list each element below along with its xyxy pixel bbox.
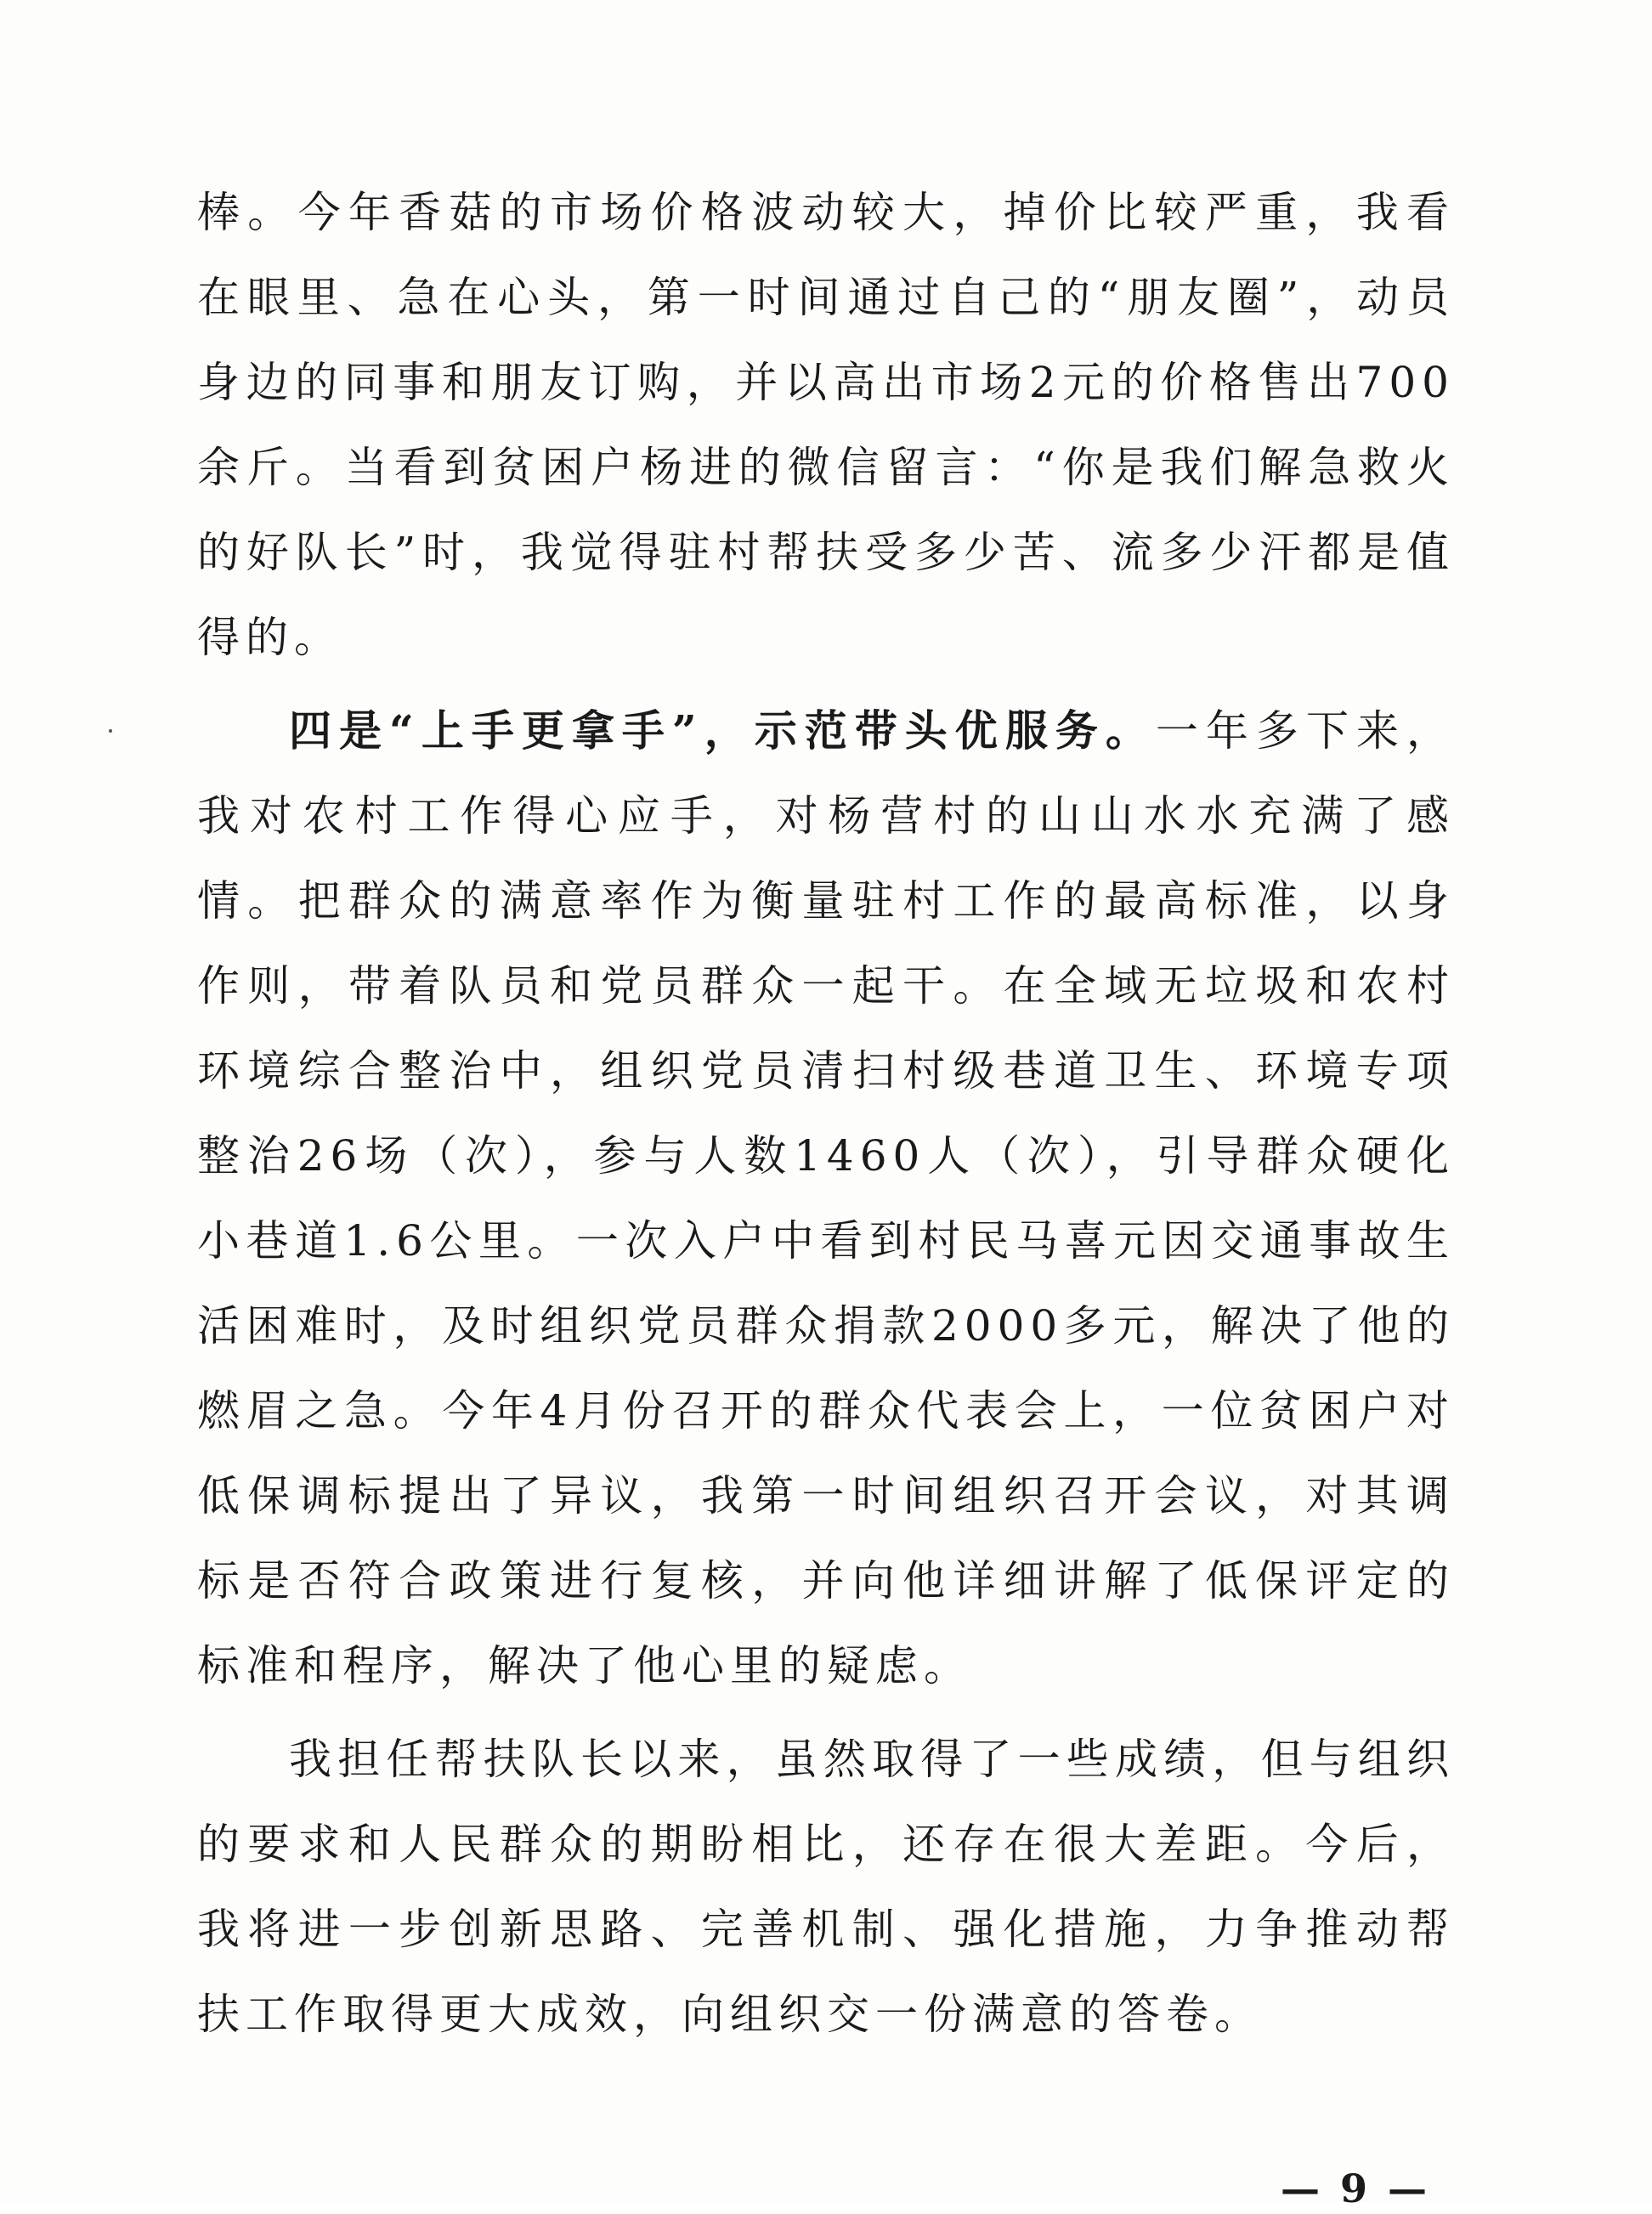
paragraph-text: 一年多下来，我对农村工作得心应手，对杨营村的山山水水充满了感情。把群众的满意率作为衡量驻村工作的最高标准，以身作则，带着队员和党员群众一起干。在全域无垃圾和农村环境综合整治中，组织党员清扫村级巷道卫生、环境专项整治26场（次），参与人数1460人（次），引导群众硬化小巷道1.6公里。一次入户中看到村民马喜元因交通事故生活困难时，及时组织党员群众捐款2000多元，解决了他的燃眉之急。今年4月份召开的群众代表会上，一位贫困户对低保调标提出了异议，我第一时间组织召开会议，对其调标是否符合政策进行复核，并向他详细讲解了低保评定的标准和程序，解决了他心里的疑虑。 [197, 706, 1455, 1690]
paragraph-text: 我担任帮扶队长以来，虽然取得了一些成绩，但与组织的要求和人民群众的期盼相比，还存在很大差距。今后，我将进一步创新思路、完善机制、强化措施，力争推动帮扶工作取得更大成效，向组织交一份满意的答卷。 [197, 1735, 1455, 2039]
paragraph-conclusion [197, 1717, 1455, 2057]
scan-speck [109, 729, 112, 733]
page-number: — 9 — [1280, 2166, 1431, 2211]
paragraph-heading: 四是“上手更拿手”，示范带头优服务。 [289, 705, 1156, 756]
paragraph-point-four [197, 688, 1455, 1708]
body-text [197, 170, 1455, 2065]
paragraph-text: 棒。今年香菇的市场价格波动较大，掉价比较严重，我看在眼里、急在心头，第一时间通过自己的“朋友圈”，动员身边的同事和朋友订购，并以高出市场2元的价格售出700余斤。当看到贫困户杨进的微信留言：“你是我们解急救火的好队长”时，我觉得驻村帮扶受多少苦、流多少汗都是值得的。 [197, 188, 1455, 662]
paragraph-continuation [197, 170, 1455, 680]
